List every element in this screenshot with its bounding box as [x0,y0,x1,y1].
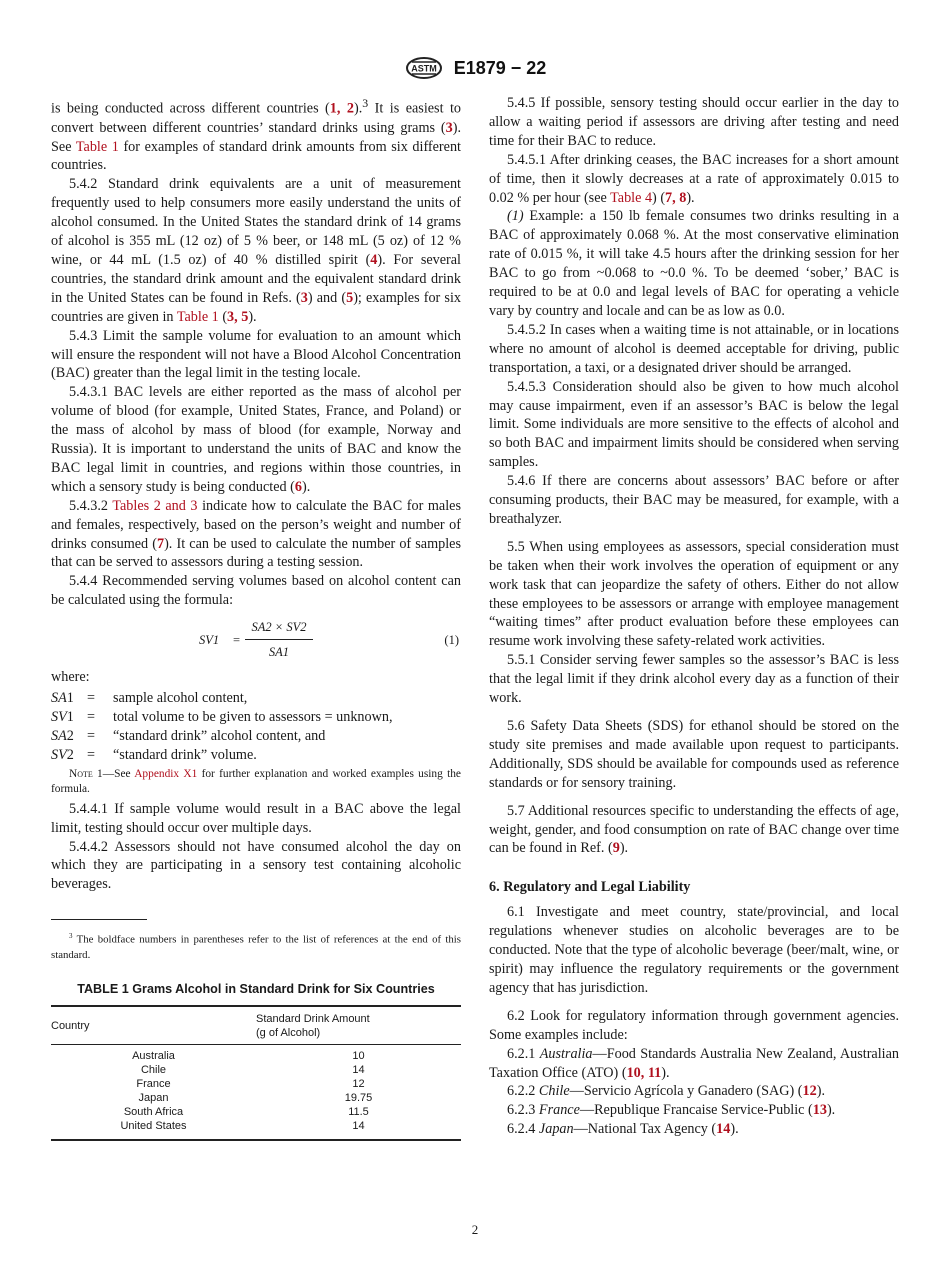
formula-numerator: SA2 × SV2 [245,618,313,640]
table-row: South Africa 11.5 [123,1105,369,1118]
section-6-2-3: 6.2.3 France—Republique Francaise Service-Public (13). [507,1102,836,1119]
note-1: Note 1—See Appendix X1 for further explanation and worked examples using the formula. [51,767,461,795]
reference-link[interactable]: 9 [612,840,620,857]
column-header-amount: Standard Drink Amount (g of Alcohol) [256,1012,370,1039]
section-5-4-5: 5.4.5 If possible, sensory testing should occur earlier in the day to allow a waiting period if assessors are driving after testing and need time for their BAC to reduce. [489,95,899,149]
section-5-4-2: 5.4.2 Standard drink equivalents are a unit of measurement frequently used to help consumers more easily understand the units of alcohol consumed. In the United States the standard drink of 14 grams of alcohol is 355 mL (12 oz) of 5 % beer, or 148 mL (5 oz) of 12 % wine, or 44 mL (1.5 oz) of 40 % distilled spirit (4). For several countries, the standard drink amount and the equivalent standard drink in the United States can be found in Refs. (3) and (5); examples for six countries are given in Table 1 (3, 5). [51,176,461,325]
formula-lhs: SV1 [199,633,220,648]
formula-number: (1) [444,633,459,648]
reference-link[interactable]: 4 [370,251,378,268]
table-1-caption: TABLE 1 Grams Alcohol in Standard Drink for Six Countries [77,981,435,996]
section-6-2-4: 6.2.4 Japan—National Tax Agency (14). [507,1121,739,1138]
reference-link[interactable]: 13 [812,1102,827,1119]
section-5-4-3-2: 5.4.3.2 Tables 2 and 3 indicate how to calculate the BAC for males and females, respectively, based on the person’s weight and number of drinks consumed (7). It can be used to calculate the number of samples that can be served to assessors during a testing session. [51,497,461,571]
table-row: Chile 14 [140,1063,365,1076]
reference-link[interactable]: 12 [802,1083,817,1100]
footnote-3: $^3$ The boldface numbers in parentheses refer to the list of references at the end of this standard. [51,932,461,961]
footnote-divider [51,919,147,920]
section-5-4-4-2: 5.4.4.2 Assessors should not have consumed alcohol the day on which they are participating in a sensory test containing alcoholic beverages. [51,838,461,893]
reference-link[interactable]: 3 [445,119,453,136]
left-column [51,94,461,1141]
reference-link[interactable]: 3 [300,289,308,306]
formula-equals: = [233,633,241,648]
table-row: Japan 19.75 [138,1091,373,1104]
paragraph-continued: is being conducted across different countries (1, 2).$^3$ It is easiest to convert between different countries’ standard drinks using grams (3). See Table 1 for examples of standard drink amounts from six different countries. [51,96,462,174]
reference-link[interactable]: 7, 8 [665,189,687,206]
svg-text:ASTM: ASTM [410,63,437,74]
section-5-5: 5.5 When using employees as assessors, special consideration must be taken when their work involves the operation of equipment or any work task that can jeopardize the safety of others. Either do not allow these employees to be assessors or arrange with employee management “waiting times” after product evaluation before these employees can resume work involving these safety-related work activities. [489,538,899,650]
table-1 [51,1005,461,1141]
reference-link[interactable]: 14 [716,1121,731,1138]
section-6-2-1: 6.2.1 Australia—Food Standards Australia New Zealand, Australian Taxation Office (ATO) (10, 11). [489,1045,900,1081]
table-link[interactable]: Table 1 [75,138,119,155]
section-5-4-6: 5.4.6 If there are concerns about assessors’ BAC before or after consuming products, their BAC may be measured, for example, with a breathalyzer. [489,473,899,527]
section-6-1: 6.1 Investigate and meet country, state/provincial, and local regulations whenever studies on alcoholic beverages are to be conducted. Note that the type of alcoholic beverage (beer/malt, wine, or spirit) may influence the regulatory requirements or the government agency that has jurisdiction. [489,904,899,996]
formula-fraction [245,618,313,662]
section-5-5-1: 5.5.1 Consider serving fewer samples so the assessor’s BAC is less that the legal limit if they drink alcohol every day as a function of their work. [489,652,899,707]
table-row: Australia 10 [132,1049,365,1062]
standard-designation: E1879 − 22 [453,57,547,78]
reference-link[interactable]: 7 [156,535,165,552]
definition-row: SV2 = “standard drink” volume. [51,746,257,763]
definition-row: SA2 = “standard drink” alcohol content, and [51,727,326,744]
reference-link[interactable]: 3, 5 [227,308,249,325]
section-5-4-4-1: 5.4.4.1 If sample volume would result in a BAC above the legal limit, testing should occur over multiple days. [51,800,461,836]
right-column [489,94,899,1139]
reference-link[interactable]: 1, 2 [329,100,354,117]
formula-denominator: SA1 [268,645,290,660]
example-1: (1) Example: a 150 lb female consumes two drinks resulting in a BAC of approximately 0.068 %. At the most conservative elimination rate of 0.015 %, it will take 4.5 hours after the drinking session for her BAC to go from ~0.068 to ~0.0 %. To be deemed ‘sober,’ BAC is required to be at 0.0 and legal levels of BAC for operating a vehicle vary by country and locale and can be as low as 0.0. [489,208,899,319]
section-5-4-5-1: 5.4.5.1 After drinking ceases, the BAC increases for a short amount of time, then it slowly decreases at a rate of approximately 0.015 to 0.02 % per hour (see Table 4) (7, 8). [489,151,899,206]
table-row: United States 14 [51,1119,461,1140]
astm-logo-icon [404,56,444,80]
section-5-7: 5.7 Additional resources specific to understanding the effects of age, weight, gender, and food consumption on rate of BAC change over time can be found in Ref. (9). [489,802,899,857]
section-5-4-5-3: 5.4.5.3 Consideration should also be given to how much alcohol may cause impairment, even if an assessor’s BAC is below the legal limit. Some individuals are more sensitive to the effects of alcohol and so both BAC and impairment limits should be considered when serving samples. [489,378,899,471]
section-6-2-2: 6.2.2 Chile—Servicio Agrícola y Ganadero (SAG) (12). [507,1083,825,1100]
reference-link[interactable]: 10, 11 [626,1064,662,1081]
formula-1 [51,618,461,664]
section-5-4-3: 5.4.3 Limit the sample volume for evaluation to an amount which will ensure the respondent will not have a Blood Alcohol Concentration (BAC) greater than the legal limit in the testing locale. [51,327,461,382]
page-number: 2 [471,1222,479,1237]
section-6-2: 6.2 Look for regulatory information through government agencies. Some examples include: [489,1007,899,1043]
definition-row: SV1 = total volume to be given to assessors = unknown, [51,709,393,726]
table-link[interactable]: Table 4 [610,189,653,206]
table-link[interactable]: Tables 2 and 3 [112,497,198,514]
variable-definitions [51,689,461,765]
section-6-heading: 6. Regulatory and Legal Liability [489,879,691,896]
reference-link[interactable]: 6 [294,478,302,495]
page-header [0,56,950,80]
reference-link[interactable]: 5 [346,289,354,306]
table-link[interactable]: Table 1 [176,308,219,325]
column-header-country: Country [51,1019,90,1032]
definition-row: SA1 = sample alcohol content, [51,690,248,707]
where-label: where: [51,669,90,686]
section-5-4-4: 5.4.4 Recommended serving volumes based on alcohol content can be calculated using the formula: [51,573,461,609]
section-5-6: 5.6 Safety Data Sheets (SDS) for ethanol should be stored on the study site premises and made available upon request to participants. Additionally, SDS should be available for compounds used as reference standards or for sensory training. [489,718,899,791]
table-header-row [51,1006,461,1045]
footnote-marker: 3 [362,96,369,110]
appendix-link[interactable]: Appendix X1 [134,767,198,780]
section-5-4-3-1: 5.4.3.1 BAC levels are either reported as the mass of alcohol per volume of blood (for example, United States, France, and Poland) or the mass of alcohol by mass of blood (for example, Norway and Russia). It is important to understand the units of BAC and know the BAC legal limit in countries, and regions within those countries, in which a sensory study is being conducted (6). [51,384,461,495]
section-5-4-5-2: 5.4.5.2 In cases when a waiting time is not attainable, or in locations where no amount of alcohol is deemed acceptable for driving, public transportation, a taxi, or a designated driver should be arranged. [489,321,899,376]
table-row: France 12 [136,1077,365,1090]
